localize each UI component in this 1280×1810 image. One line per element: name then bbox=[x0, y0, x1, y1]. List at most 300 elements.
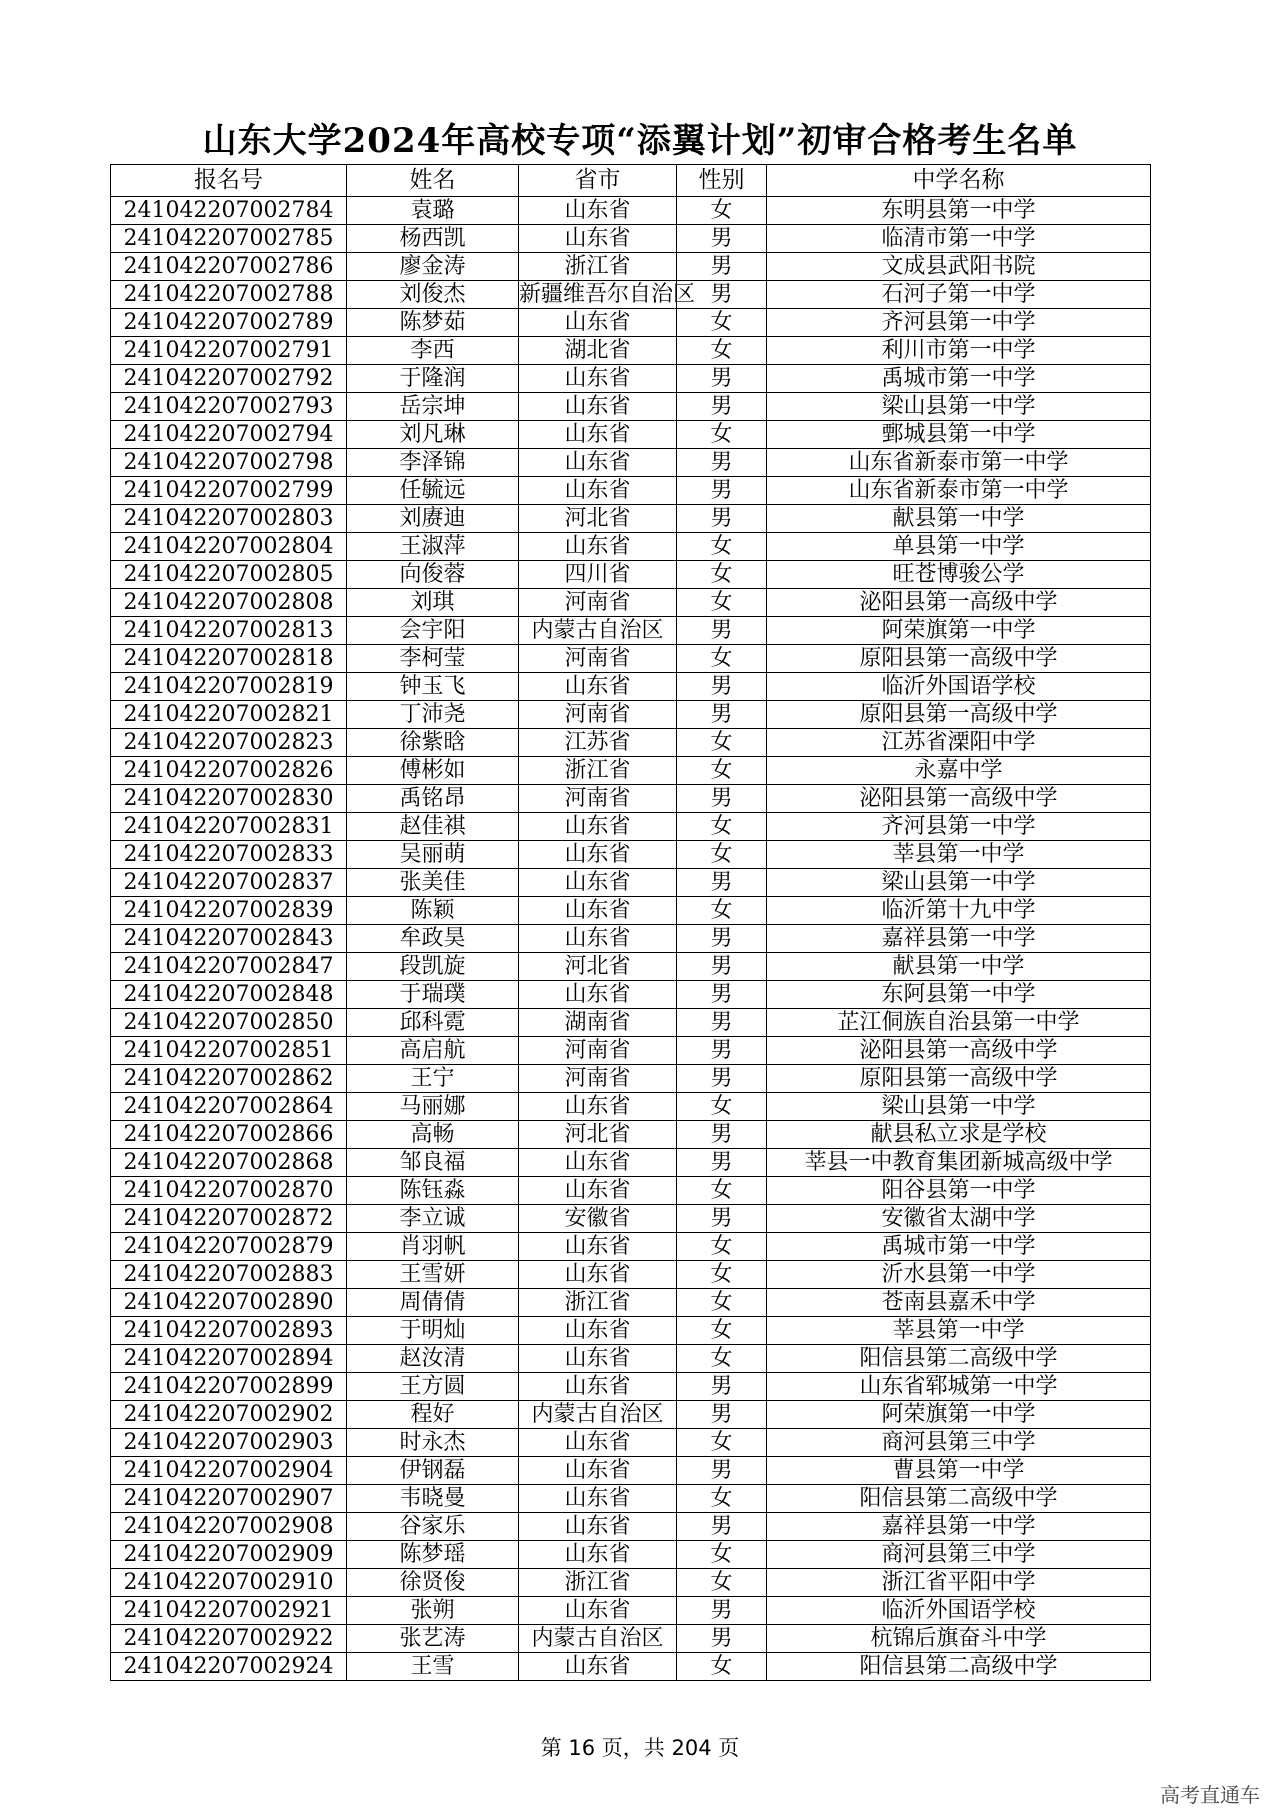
gender-cell: 女 bbox=[677, 897, 767, 925]
col-header-name: 姓名 bbox=[347, 165, 519, 197]
gender-cell: 男 bbox=[677, 281, 767, 309]
registration-no-cell: 241042207002818 bbox=[111, 645, 347, 673]
school-cell: 杭锦后旗奋斗中学 bbox=[767, 1625, 1151, 1653]
gender-cell: 女 bbox=[677, 1289, 767, 1317]
province-cell: 河南省 bbox=[519, 589, 677, 617]
school-cell: 嘉祥县第一中学 bbox=[767, 925, 1151, 953]
gender-cell: 女 bbox=[677, 197, 767, 225]
gender-cell: 女 bbox=[677, 1485, 767, 1513]
school-cell: 齐河县第一中学 bbox=[767, 813, 1151, 841]
registration-no-cell: 241042207002847 bbox=[111, 953, 347, 981]
gender-cell: 女 bbox=[677, 1541, 767, 1569]
gender-cell: 男 bbox=[677, 449, 767, 477]
school-cell: 泌阳县第一高级中学 bbox=[767, 785, 1151, 813]
name-cell: 韦晓曼 bbox=[347, 1485, 519, 1513]
school-cell: 山东省新泰市第一中学 bbox=[767, 477, 1151, 505]
school-cell: 莘县第一中学 bbox=[767, 1317, 1151, 1345]
table-row bbox=[111, 589, 1151, 617]
name-cell: 赵佳祺 bbox=[347, 813, 519, 841]
registration-no-cell: 241042207002924 bbox=[111, 1653, 347, 1681]
name-cell: 王宁 bbox=[347, 1065, 519, 1093]
table-row bbox=[111, 953, 1151, 981]
name-cell: 刘凡琳 bbox=[347, 421, 519, 449]
school-cell: 泌阳县第一高级中学 bbox=[767, 589, 1151, 617]
school-cell: 嘉祥县第一中学 bbox=[767, 1513, 1151, 1541]
school-cell: 石河子第一中学 bbox=[767, 281, 1151, 309]
table-row bbox=[111, 365, 1151, 393]
province-cell: 山东省 bbox=[519, 1597, 677, 1625]
province-cell: 山东省 bbox=[519, 869, 677, 897]
table-row bbox=[111, 897, 1151, 925]
name-cell: 禹铭昂 bbox=[347, 785, 519, 813]
name-cell: 陈钰淼 bbox=[347, 1177, 519, 1205]
province-cell: 山东省 bbox=[519, 1373, 677, 1401]
school-cell: 临沂外国语学校 bbox=[767, 1597, 1151, 1625]
name-cell: 李柯莹 bbox=[347, 645, 519, 673]
registration-no-cell: 241042207002843 bbox=[111, 925, 347, 953]
registration-no-cell: 241042207002903 bbox=[111, 1429, 347, 1457]
province-cell: 山东省 bbox=[519, 197, 677, 225]
gender-cell: 男 bbox=[677, 393, 767, 421]
school-cell: 原阳县第一高级中学 bbox=[767, 645, 1151, 673]
registration-no-cell: 241042207002831 bbox=[111, 813, 347, 841]
col-header-registration-no: 报名号 bbox=[111, 165, 347, 197]
name-cell: 于明灿 bbox=[347, 1317, 519, 1345]
province-cell: 山东省 bbox=[519, 1429, 677, 1457]
name-cell: 时永杰 bbox=[347, 1429, 519, 1457]
school-cell: 永嘉中学 bbox=[767, 757, 1151, 785]
table-row bbox=[111, 869, 1151, 897]
school-cell: 商河县第三中学 bbox=[767, 1429, 1151, 1457]
gender-cell: 女 bbox=[677, 645, 767, 673]
name-cell: 丁沛尧 bbox=[347, 701, 519, 729]
gender-cell: 男 bbox=[677, 1205, 767, 1233]
school-cell: 原阳县第一高级中学 bbox=[767, 1065, 1151, 1093]
name-cell: 赵汝清 bbox=[347, 1345, 519, 1373]
province-cell: 山东省 bbox=[519, 1093, 677, 1121]
province-cell: 河北省 bbox=[519, 505, 677, 533]
gender-cell: 女 bbox=[677, 421, 767, 449]
table-row bbox=[111, 1457, 1151, 1485]
gender-cell: 女 bbox=[677, 1261, 767, 1289]
table-row bbox=[111, 505, 1151, 533]
table-row bbox=[111, 1065, 1151, 1093]
name-cell: 廖金涛 bbox=[347, 253, 519, 281]
table-row bbox=[111, 393, 1151, 421]
registration-no-cell: 241042207002907 bbox=[111, 1485, 347, 1513]
registration-no-cell: 241042207002922 bbox=[111, 1625, 347, 1653]
province-cell: 浙江省 bbox=[519, 1289, 677, 1317]
province-cell: 内蒙古自治区 bbox=[519, 617, 677, 645]
gender-cell: 女 bbox=[677, 1653, 767, 1681]
table-row bbox=[111, 981, 1151, 1009]
candidate-table bbox=[110, 164, 1151, 1681]
province-cell: 山东省 bbox=[519, 1149, 677, 1177]
school-cell: 苍南县嘉禾中学 bbox=[767, 1289, 1151, 1317]
province-cell: 山东省 bbox=[519, 1261, 677, 1289]
registration-no-cell: 241042207002904 bbox=[111, 1457, 347, 1485]
table-row bbox=[111, 1037, 1151, 1065]
table-row bbox=[111, 1149, 1151, 1177]
watermark-text: 高考直通车 bbox=[1160, 1783, 1260, 1807]
name-cell: 刘俊杰 bbox=[347, 281, 519, 309]
school-cell: 献县私立求是学校 bbox=[767, 1121, 1151, 1149]
gender-cell: 男 bbox=[677, 1373, 767, 1401]
province-cell: 山东省 bbox=[519, 533, 677, 561]
province-cell: 河北省 bbox=[519, 953, 677, 981]
school-cell: 阳信县第二高级中学 bbox=[767, 1485, 1151, 1513]
table-row bbox=[111, 281, 1151, 309]
school-cell: 东阿县第一中学 bbox=[767, 981, 1151, 1009]
school-cell: 原阳县第一高级中学 bbox=[767, 701, 1151, 729]
province-cell: 河南省 bbox=[519, 701, 677, 729]
school-cell: 阳信县第二高级中学 bbox=[767, 1653, 1151, 1681]
school-cell: 芷江侗族自治县第一中学 bbox=[767, 1009, 1151, 1037]
registration-no-cell: 241042207002784 bbox=[111, 197, 347, 225]
table-row bbox=[111, 1569, 1151, 1597]
province-cell: 山东省 bbox=[519, 1177, 677, 1205]
table-row bbox=[111, 1429, 1151, 1457]
province-cell: 山东省 bbox=[519, 393, 677, 421]
gender-cell: 女 bbox=[677, 1569, 767, 1597]
gender-cell: 男 bbox=[677, 505, 767, 533]
school-cell: 梁山县第一中学 bbox=[767, 869, 1151, 897]
name-cell: 段凯旋 bbox=[347, 953, 519, 981]
registration-no-cell: 241042207002910 bbox=[111, 1569, 347, 1597]
school-cell: 文成县武阳书院 bbox=[767, 253, 1151, 281]
gender-cell: 女 bbox=[677, 1317, 767, 1345]
province-cell: 河南省 bbox=[519, 1037, 677, 1065]
table-row bbox=[111, 1485, 1151, 1513]
province-cell: 山东省 bbox=[519, 1317, 677, 1345]
table-row bbox=[111, 645, 1151, 673]
gender-cell: 女 bbox=[677, 533, 767, 561]
table-row bbox=[111, 1541, 1151, 1569]
name-cell: 袁璐 bbox=[347, 197, 519, 225]
province-cell: 湖南省 bbox=[519, 1009, 677, 1037]
table-row bbox=[111, 673, 1151, 701]
gender-cell: 女 bbox=[677, 1233, 767, 1261]
school-cell: 阳谷县第一中学 bbox=[767, 1177, 1151, 1205]
province-cell: 山东省 bbox=[519, 1345, 677, 1373]
school-cell: 莘县一中教育集团新城高级中学 bbox=[767, 1149, 1151, 1177]
gender-cell: 男 bbox=[677, 477, 767, 505]
registration-no-cell: 241042207002789 bbox=[111, 309, 347, 337]
table-row bbox=[111, 1177, 1151, 1205]
school-cell: 禹城市第一中学 bbox=[767, 365, 1151, 393]
name-cell: 邹良福 bbox=[347, 1149, 519, 1177]
name-cell: 杨西凯 bbox=[347, 225, 519, 253]
table-row bbox=[111, 1653, 1151, 1681]
registration-no-cell: 241042207002788 bbox=[111, 281, 347, 309]
school-cell: 临清市第一中学 bbox=[767, 225, 1151, 253]
registration-no-cell: 241042207002819 bbox=[111, 673, 347, 701]
table-header-row bbox=[111, 165, 1151, 197]
name-cell: 于隆润 bbox=[347, 365, 519, 393]
gender-cell: 女 bbox=[677, 757, 767, 785]
name-cell: 伊钢磊 bbox=[347, 1457, 519, 1485]
school-cell: 东明县第一中学 bbox=[767, 197, 1151, 225]
school-cell: 献县第一中学 bbox=[767, 953, 1151, 981]
table-row bbox=[111, 729, 1151, 757]
school-cell: 莘县第一中学 bbox=[767, 841, 1151, 869]
registration-no-cell: 241042207002872 bbox=[111, 1205, 347, 1233]
registration-no-cell: 241042207002794 bbox=[111, 421, 347, 449]
registration-no-cell: 241042207002902 bbox=[111, 1401, 347, 1429]
name-cell: 高启航 bbox=[347, 1037, 519, 1065]
table-row bbox=[111, 1373, 1151, 1401]
table-row bbox=[111, 1233, 1151, 1261]
gender-cell: 男 bbox=[677, 225, 767, 253]
table-row bbox=[111, 841, 1151, 869]
registration-no-cell: 241042207002883 bbox=[111, 1261, 347, 1289]
table-row bbox=[111, 449, 1151, 477]
registration-no-cell: 241042207002833 bbox=[111, 841, 347, 869]
name-cell: 刘琪 bbox=[347, 589, 519, 617]
province-cell: 山东省 bbox=[519, 477, 677, 505]
registration-no-cell: 241042207002785 bbox=[111, 225, 347, 253]
table-row bbox=[111, 533, 1151, 561]
page-title: 山东大学2024年高校专项“添翼计划”初审合格考生名单 bbox=[202, 121, 1078, 161]
province-cell: 新疆维吾尔自治区 bbox=[519, 282, 696, 307]
school-cell: 安徽省太湖中学 bbox=[767, 1205, 1151, 1233]
registration-no-cell: 241042207002899 bbox=[111, 1373, 347, 1401]
gender-cell: 男 bbox=[677, 1009, 767, 1037]
name-cell: 陈梦茹 bbox=[347, 309, 519, 337]
name-cell: 谷家乐 bbox=[347, 1513, 519, 1541]
table-row bbox=[111, 1513, 1151, 1541]
name-cell: 牟政昊 bbox=[347, 925, 519, 953]
province-cell: 山东省 bbox=[519, 841, 677, 869]
school-cell: 利川市第一中学 bbox=[767, 337, 1151, 365]
name-cell: 王雪 bbox=[347, 1653, 519, 1681]
name-cell: 张艺涛 bbox=[347, 1625, 519, 1653]
province-cell: 浙江省 bbox=[519, 757, 677, 785]
registration-no-cell: 241042207002786 bbox=[111, 253, 347, 281]
province-cell: 内蒙古自治区 bbox=[519, 1401, 677, 1429]
registration-no-cell: 241042207002870 bbox=[111, 1177, 347, 1205]
gender-cell: 男 bbox=[677, 365, 767, 393]
table-row bbox=[111, 421, 1151, 449]
name-cell: 张美佳 bbox=[347, 869, 519, 897]
registration-no-cell: 241042207002850 bbox=[111, 1009, 347, 1037]
gender-cell: 男 bbox=[677, 253, 767, 281]
province-cell: 山东省 bbox=[519, 1485, 677, 1513]
gender-cell: 女 bbox=[677, 729, 767, 757]
registration-no-cell: 241042207002893 bbox=[111, 1317, 347, 1345]
registration-no-cell: 241042207002826 bbox=[111, 757, 347, 785]
school-cell: 梁山县第一中学 bbox=[767, 1093, 1151, 1121]
name-cell: 李立诚 bbox=[347, 1205, 519, 1233]
name-cell: 程好 bbox=[347, 1401, 519, 1429]
school-cell: 阿荣旗第一中学 bbox=[767, 617, 1151, 645]
table-row bbox=[111, 1345, 1151, 1373]
gender-cell: 女 bbox=[677, 1345, 767, 1373]
registration-no-cell: 241042207002830 bbox=[111, 785, 347, 813]
registration-no-cell: 241042207002908 bbox=[111, 1513, 347, 1541]
name-cell: 徐贤俊 bbox=[347, 1569, 519, 1597]
school-cell: 江苏省溧阳中学 bbox=[767, 729, 1151, 757]
province-cell: 内蒙古自治区 bbox=[519, 1625, 677, 1653]
school-cell: 禹城市第一中学 bbox=[767, 1233, 1151, 1261]
gender-cell: 男 bbox=[677, 1597, 767, 1625]
registration-no-cell: 241042207002799 bbox=[111, 477, 347, 505]
province-cell: 山东省 bbox=[519, 813, 677, 841]
name-cell: 岳宗坤 bbox=[347, 393, 519, 421]
name-cell: 马丽娜 bbox=[347, 1093, 519, 1121]
school-cell: 临沂第十九中学 bbox=[767, 897, 1151, 925]
registration-no-cell: 241042207002798 bbox=[111, 449, 347, 477]
province-cell: 山东省 bbox=[519, 421, 677, 449]
gender-cell: 女 bbox=[677, 841, 767, 869]
name-cell: 李泽锦 bbox=[347, 449, 519, 477]
gender-cell: 女 bbox=[677, 309, 767, 337]
registration-no-cell: 241042207002848 bbox=[111, 981, 347, 1009]
table-row bbox=[111, 617, 1151, 645]
province-cell: 山东省 bbox=[519, 981, 677, 1009]
table-row bbox=[111, 1289, 1151, 1317]
registration-no-cell: 241042207002894 bbox=[111, 1345, 347, 1373]
gender-cell: 男 bbox=[677, 981, 767, 1009]
table-row bbox=[111, 197, 1151, 225]
registration-no-cell: 241042207002921 bbox=[111, 1597, 347, 1625]
registration-no-cell: 241042207002909 bbox=[111, 1541, 347, 1569]
table-row bbox=[111, 225, 1151, 253]
name-cell: 徐紫晗 bbox=[347, 729, 519, 757]
table-row bbox=[111, 757, 1151, 785]
school-cell: 阳信县第二高级中学 bbox=[767, 1345, 1151, 1373]
gender-cell: 男 bbox=[677, 925, 767, 953]
name-cell: 向俊蓉 bbox=[347, 561, 519, 589]
table-row bbox=[111, 561, 1151, 589]
name-cell: 陈颖 bbox=[347, 897, 519, 925]
school-cell: 山东省郓城第一中学 bbox=[767, 1373, 1151, 1401]
name-cell: 王淑萍 bbox=[347, 533, 519, 561]
gender-cell: 男 bbox=[677, 1121, 767, 1149]
table-row bbox=[111, 1625, 1151, 1653]
gender-cell: 女 bbox=[677, 1429, 767, 1457]
name-cell: 邱科霓 bbox=[347, 1009, 519, 1037]
gender-cell: 男 bbox=[677, 673, 767, 701]
table-row bbox=[111, 253, 1151, 281]
registration-no-cell: 241042207002805 bbox=[111, 561, 347, 589]
school-cell: 梁山县第一中学 bbox=[767, 393, 1151, 421]
gender-cell: 男 bbox=[677, 701, 767, 729]
province-cell: 江苏省 bbox=[519, 729, 677, 757]
gender-cell: 男 bbox=[677, 1513, 767, 1541]
province-cell: 河南省 bbox=[519, 785, 677, 813]
registration-no-cell: 241042207002837 bbox=[111, 869, 347, 897]
name-cell: 刘赓迪 bbox=[347, 505, 519, 533]
name-cell: 会宇阳 bbox=[347, 617, 519, 645]
gender-cell: 男 bbox=[677, 1625, 767, 1653]
school-cell: 曹县第一中学 bbox=[767, 1457, 1151, 1485]
school-cell: 献县第一中学 bbox=[767, 505, 1151, 533]
province-cell: 河南省 bbox=[519, 645, 677, 673]
gender-cell: 男 bbox=[677, 785, 767, 813]
registration-no-cell: 241042207002813 bbox=[111, 617, 347, 645]
table-row bbox=[111, 1121, 1151, 1149]
province-cell: 湖北省 bbox=[519, 337, 677, 365]
table-row bbox=[111, 925, 1151, 953]
table-row bbox=[111, 1093, 1151, 1121]
table-row bbox=[111, 477, 1151, 505]
province-cell: 山东省 bbox=[519, 1653, 677, 1681]
table-row bbox=[111, 701, 1151, 729]
province-cell: 浙江省 bbox=[519, 1569, 677, 1597]
name-cell: 周倩倩 bbox=[347, 1289, 519, 1317]
table-row bbox=[111, 309, 1151, 337]
table-row bbox=[111, 813, 1151, 841]
gender-cell: 男 bbox=[677, 1457, 767, 1485]
gender-cell: 女 bbox=[677, 813, 767, 841]
province-cell: 河北省 bbox=[519, 1121, 677, 1149]
province-cell: 山东省 bbox=[519, 1233, 677, 1261]
gender-cell: 女 bbox=[677, 561, 767, 589]
registration-no-cell: 241042207002804 bbox=[111, 533, 347, 561]
name-cell: 王方圆 bbox=[347, 1373, 519, 1401]
registration-no-cell: 241042207002821 bbox=[111, 701, 347, 729]
school-cell: 山东省新泰市第一中学 bbox=[767, 449, 1151, 477]
registration-no-cell: 241042207002791 bbox=[111, 337, 347, 365]
gender-cell: 女 bbox=[677, 337, 767, 365]
table-row bbox=[111, 1317, 1151, 1345]
name-cell: 陈梦瑶 bbox=[347, 1541, 519, 1569]
province-cell: 山东省 bbox=[519, 673, 677, 701]
col-header-province: 省市 bbox=[519, 165, 677, 197]
gender-cell: 女 bbox=[677, 589, 767, 617]
province-cell: 山东省 bbox=[519, 897, 677, 925]
province-cell: 山东省 bbox=[519, 225, 677, 253]
school-cell: 单县第一中学 bbox=[767, 533, 1151, 561]
name-cell: 傅彬如 bbox=[347, 757, 519, 785]
gender-cell: 女 bbox=[677, 1177, 767, 1205]
gender-cell: 男 bbox=[677, 1149, 767, 1177]
gender-cell: 男 bbox=[677, 1065, 767, 1093]
name-cell: 李西 bbox=[347, 337, 519, 365]
gender-cell: 男 bbox=[677, 617, 767, 645]
table-row bbox=[111, 1597, 1151, 1625]
school-cell: 浙江省平阳中学 bbox=[767, 1569, 1151, 1597]
registration-no-cell: 241042207002823 bbox=[111, 729, 347, 757]
school-cell: 旺苍博骏公学 bbox=[767, 561, 1151, 589]
registration-no-cell: 241042207002864 bbox=[111, 1093, 347, 1121]
gender-cell: 男 bbox=[677, 869, 767, 897]
table-body bbox=[111, 197, 1151, 1681]
name-cell: 王雪妍 bbox=[347, 1261, 519, 1289]
school-cell: 阿荣旗第一中学 bbox=[767, 1401, 1151, 1429]
province-cell: 山东省 bbox=[519, 449, 677, 477]
registration-no-cell: 241042207002866 bbox=[111, 1121, 347, 1149]
registration-no-cell: 241042207002879 bbox=[111, 1233, 347, 1261]
province-cell: 山东省 bbox=[519, 1541, 677, 1569]
school-cell: 沂水县第一中学 bbox=[767, 1261, 1151, 1289]
col-header-gender: 性别 bbox=[677, 165, 767, 197]
gender-cell: 男 bbox=[677, 1037, 767, 1065]
table-row bbox=[111, 1009, 1151, 1037]
province-cell: 安徽省 bbox=[519, 1205, 677, 1233]
table-row bbox=[111, 1401, 1151, 1429]
province-cell: 山东省 bbox=[519, 1457, 677, 1485]
province-cell: 浙江省 bbox=[519, 253, 677, 281]
school-cell: 临沂外国语学校 bbox=[767, 673, 1151, 701]
name-cell: 于瑞璞 bbox=[347, 981, 519, 1009]
name-cell: 肖羽帆 bbox=[347, 1233, 519, 1261]
registration-no-cell: 241042207002808 bbox=[111, 589, 347, 617]
registration-no-cell: 241042207002851 bbox=[111, 1037, 347, 1065]
school-cell: 齐河县第一中学 bbox=[767, 309, 1151, 337]
school-cell: 商河县第三中学 bbox=[767, 1541, 1151, 1569]
